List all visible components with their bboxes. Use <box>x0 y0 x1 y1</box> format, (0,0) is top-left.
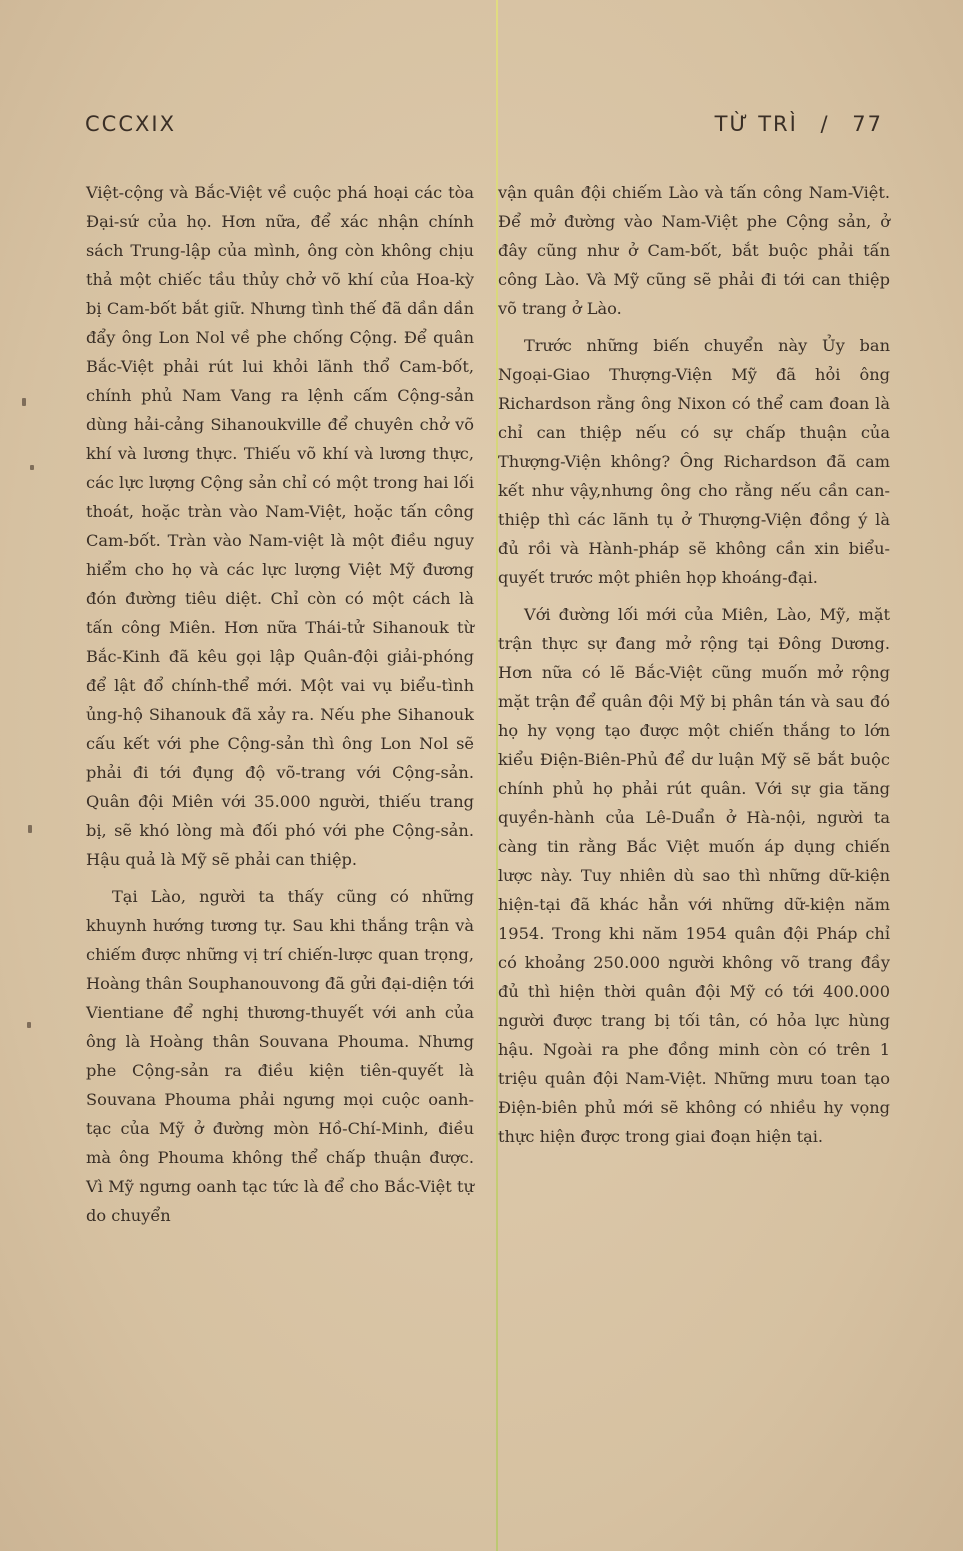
margin-speck <box>28 825 32 833</box>
running-header <box>715 112 883 136</box>
paragraph: vận quân đội chiếm Lào và tấn công Nam-Việt. Để mở đường vào Nam-Việt phe Cộng sản, ở đây cũng như ở Cam-bốt, bắt buộc phải tấn công Lào. Và Mỹ cũng sẽ phải đi tới can thiệp võ trang ở Lào. <box>498 183 890 318</box>
margin-speck <box>22 398 26 406</box>
margin-speck <box>27 1022 31 1028</box>
paragraph: Tại Lào, người ta thấy cũng có những khuynh hướng tương tự. Sau khi thắng trận và chiếm được những vị trí chiến-lược quan trọng, Hoàng thân Souphanouvong đã gửi đại-diện tới Vientiane để nghị thương-thuyết với anh của ông là Hoàng thân Souvana Phouma. Nhưng phe Cộng-sản ra điều kiện tiên-quyết là Souvana Phouma phải ngưng mọi cuộc oanh-tạc của Mỹ ở đường mòn Hồ-Chí-Minh, điều mà ông Phouma không thể chấp thuận được. Vì Mỹ ngưng oanh tạc tức là để cho Bắc-Việt tự do chuyển <box>86 887 474 1225</box>
margin-speck <box>30 465 34 470</box>
right-column <box>498 178 890 1151</box>
chapter-number: CCCXIX <box>85 112 176 136</box>
paragraph: Trước những biến chuyển này Ủy ban Ngoại-Giao Thượng-Viện Mỹ đã hỏi ông Richardson rằng ông Nixon có thể cam đoan là chỉ can thiệp nếu có sự chấp thuận của Thượng-Viện không? Ông Richardson đã cam kết như vậy,nhưng ông cho rằng nếu cần can-thiệp thì các lãnh tụ ở Thượng-Viện đồng ý là đủ rồi và Hành-pháp sẽ không cần xin biểu-quyết trước một phiên họp khoáng-đại. <box>498 336 890 587</box>
header-separator: / <box>820 112 830 136</box>
paragraph: Việt-cộng và Bắc-Việt về cuộc phá hoại các tòa Đại-sứ của họ. Hơn nữa, để xác nhận chính sách Trung-lập của mình, ông còn không chịu thả một chiếc tầu thủy chở võ khí của Hoa-kỳ bị Cam-bốt bắt giữ. Nhưng tình thế đã dần dần đẩy ông Lon Nol về phe chống Cộng. Để quân Bắc-Việt phải rút lui khỏi lãnh thổ Cam-bốt, chính phủ Nam Vang ra lệnh cấm Cộng-sản dùng hải-cảng Sihanoukville để chuyên chở võ khí và lương thực. Thiếu võ khí và lương thực, các lực lượng Cộng sản chỉ có một trong hai lối thoát, hoặc tràn vào Nam-Việt, hoặc tấn công Cam-bốt. Tràn vào Nam-việt là một điều nguy hiểm cho họ và các lực lượng Việt Mỹ đương đón đường tiêu diệt. Chỉ còn có một cách là tấn công Miên. Hơn nữa Thái-tử Sihanouk từ Bắc-Kinh đã kêu gọi lập Quân-đội giải-phóng để lật đổ chính-thể mới. Một vai vụ biểu-tình ủng-hộ Sihanouk đã xảy ra. Nếu phe Sihanouk cấu kết với phe Cộng-sản thì ông Lon Nol sẽ phải đi tới đụng độ võ-trang với Cộng-sản. Quân đội Miên với 35.000 người, thiếu trang bị, sẽ khó lòng mà đối phó với phe Cộng-sản. Hậu quả là Mỹ sẽ phải can thiệp. <box>86 183 474 869</box>
paragraph: Với đường lối mới của Miên, Lào, Mỹ, mặt trận thực sự đang mở rộng tại Đông Dương. Hơn nữa có lẽ Bắc-Việt cũng muốn mở rộng mặt trận để quân đội Mỹ bị phân tán và sau đó họ hy vọng tạo được một chiến thắng to lớn kiểu Điện-Biên-Phủ để dư luận Mỹ sẽ bắt buộc chính phủ họ phải rút quân. Với sự gia tăng quyền-hành của Lê-Duẩn ở Hà-nội, người ta càng tin rằng Bắc Việt muốn áp dụng chiến lược này. Tuy nhiên dù sao thì những dữ-kiện hiện-tại đã khác hẳn với những dữ-kiện năm 1954. Trong khi năm 1954 quân đội Pháp chỉ có khoảng 250.000 người không võ trang đầy đủ thì hiện thời quân đội Mỹ có tới 400.000 người được trang bị tối tân, có hỏa lực hùng hậu. Ngoài ra phe đồng minh còn có trên 1 triệu quân đội Nam-Việt. Những mưu toan tạo Điện-biên phủ mới sẽ không có nhiều hy vọng thực hiện được trong giai đoạn hiện tại. <box>498 605 890 1146</box>
left-column <box>86 178 474 1230</box>
running-title: TỪ TRÌ <box>714 112 798 136</box>
page-number: 77 <box>852 112 883 136</box>
